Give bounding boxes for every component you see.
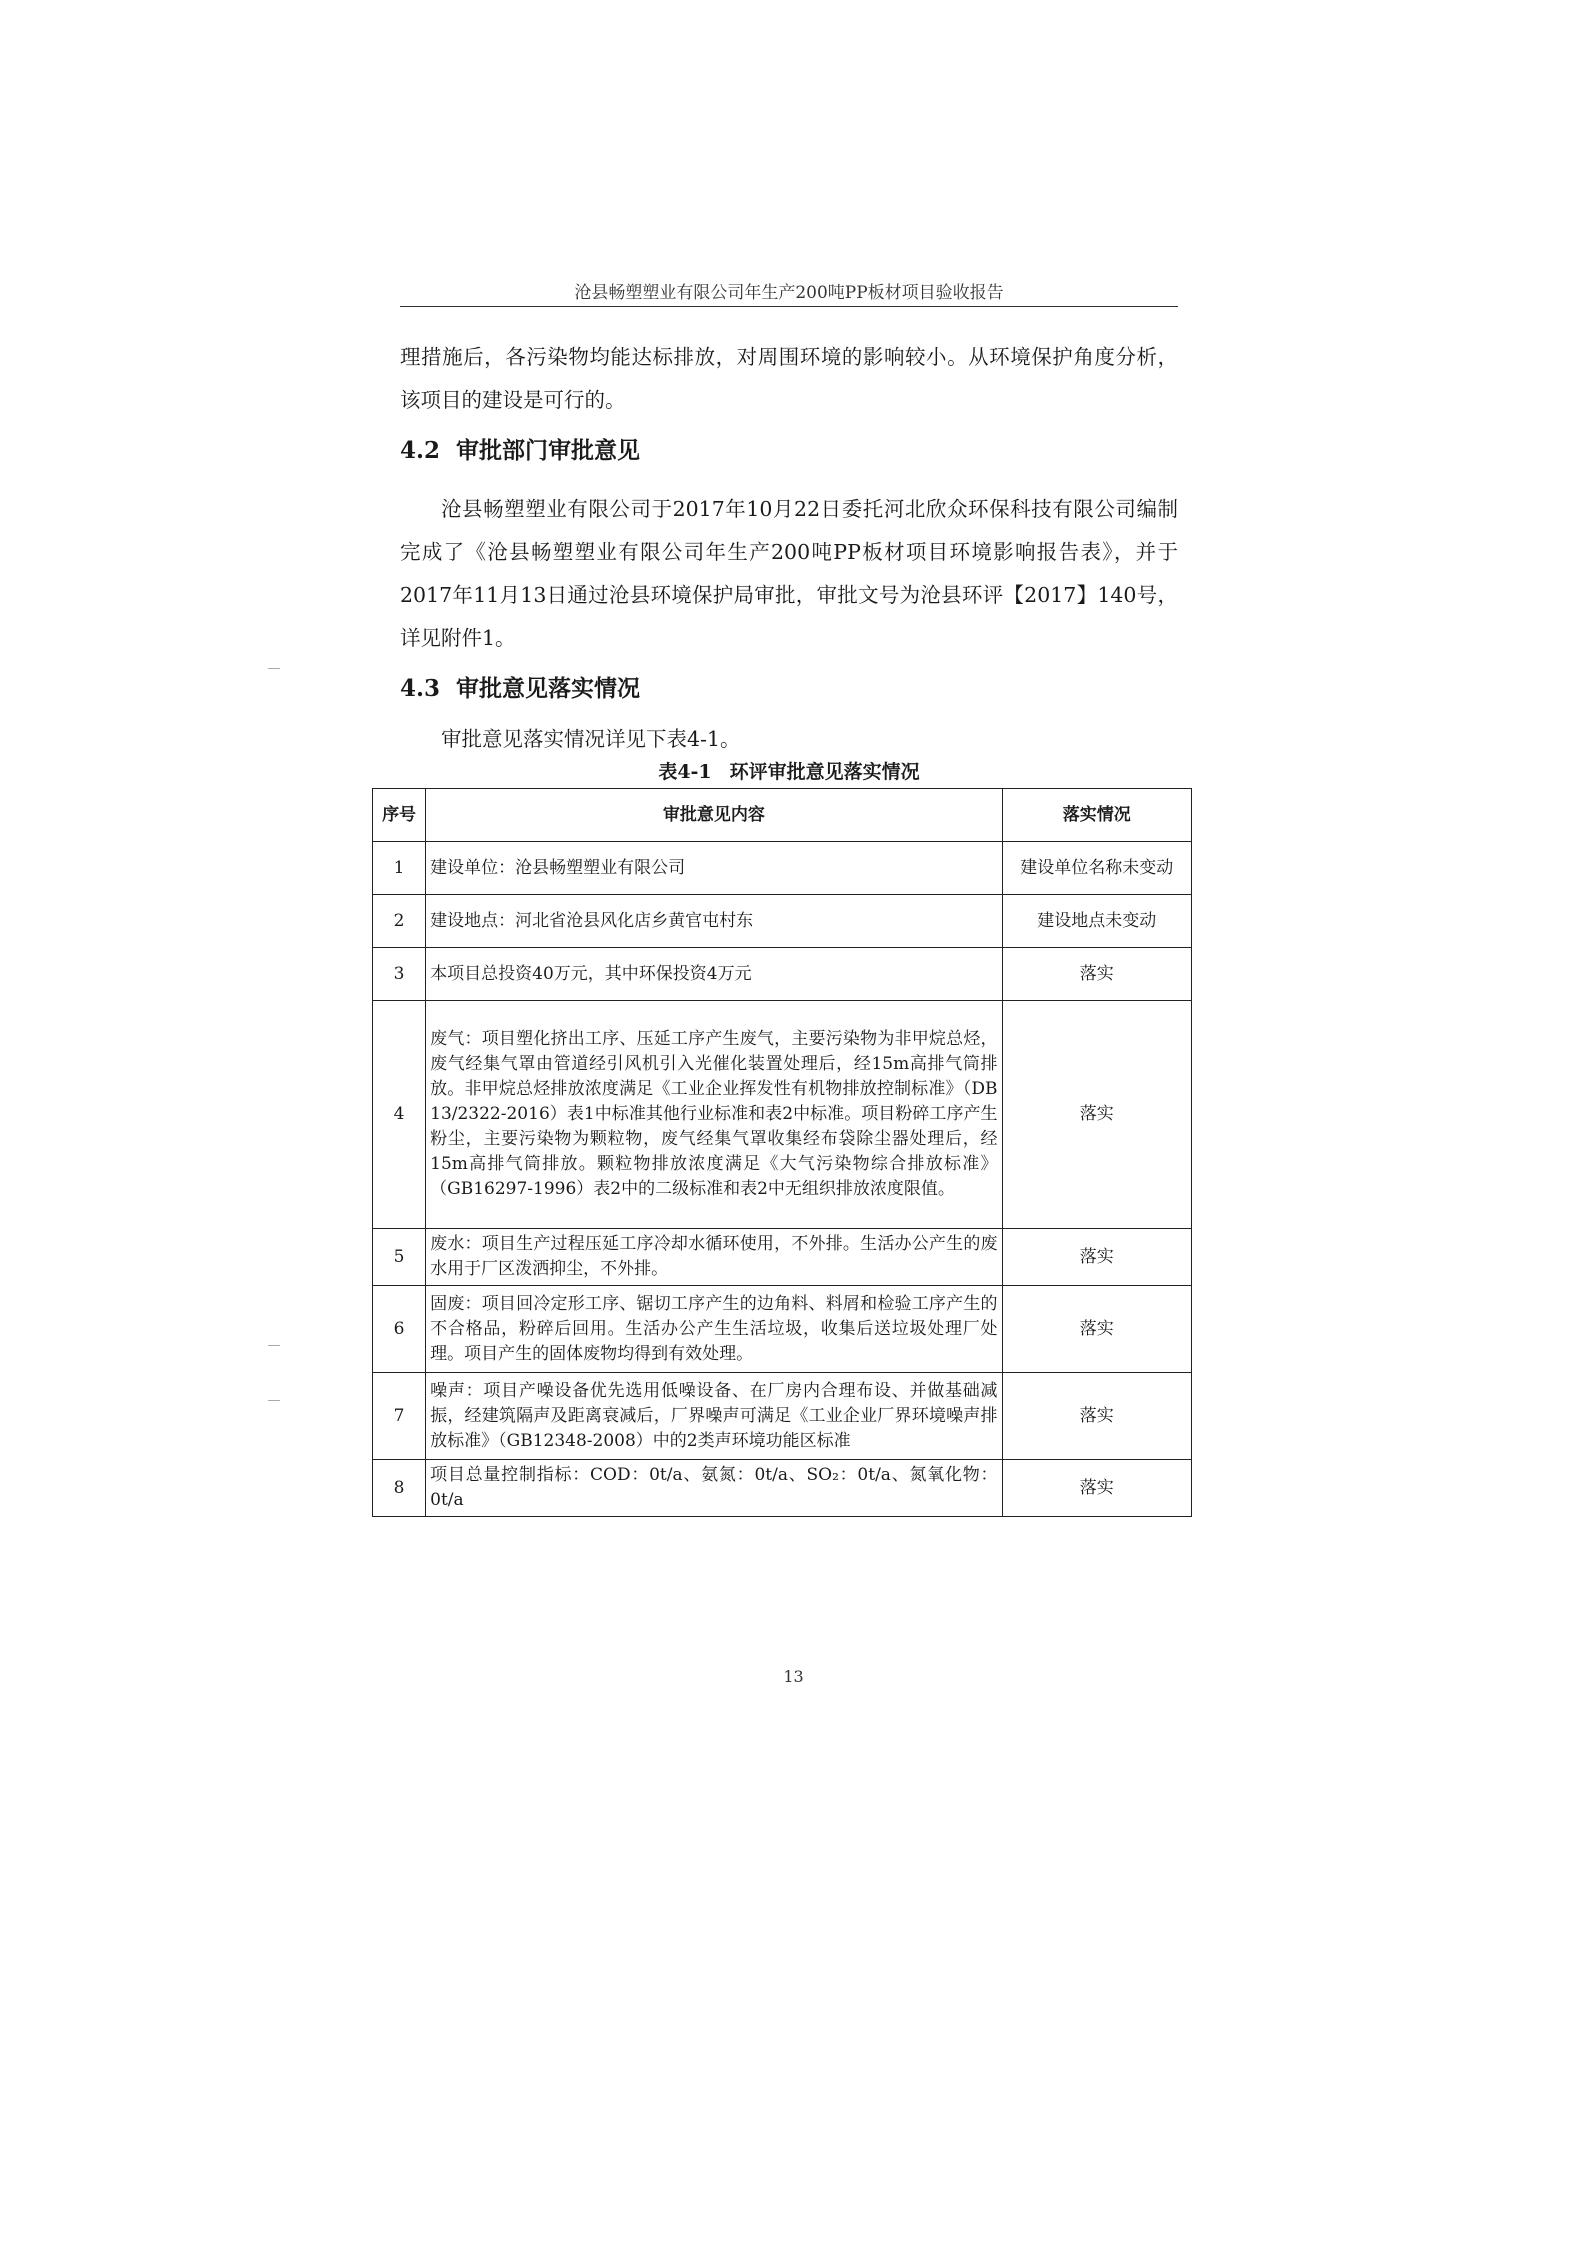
row-status: 落实 — [1002, 1460, 1191, 1517]
scan-margin-mark — [268, 1400, 280, 1401]
row-number: 2 — [373, 895, 426, 948]
header-implementation-status: 落实情况 — [1002, 789, 1191, 842]
row-content: 噪声：项目产噪设备优先选用低噪设备、在厂房内合理布设、并做基础减振，经建筑隔声及距离衰减后，厂界噪声可满足《工业企业厂界环境噪声排放标准》（GB12348-2008）中的2类声环境功能区标准 — [426, 1373, 1002, 1460]
section-4-2-number: 4.2 — [400, 437, 441, 464]
row-number: 6 — [373, 1286, 426, 1373]
table-row — [373, 1286, 1192, 1373]
row-status: 建设地点未变动 — [1002, 895, 1191, 948]
row-status: 落实 — [1002, 1229, 1191, 1286]
table-caption-title: 环评审批意见落实情况 — [729, 761, 920, 783]
row-status: 落实 — [1002, 948, 1191, 1001]
table-row — [373, 895, 1192, 948]
row-status: 落实 — [1002, 1001, 1191, 1229]
table-row — [373, 842, 1192, 895]
table-row — [373, 1373, 1192, 1460]
section-4-2-title: 审批部门审批意见 — [456, 437, 641, 464]
table-header-row — [373, 789, 1192, 842]
table-row — [373, 1001, 1192, 1229]
header-serial-number: 序号 — [373, 789, 426, 842]
section-4-2-paragraph: 沧县畅塑塑业有限公司于2017年10月22日委托河北欣众环保科技有限公司编制完成了《沧县畅塑塑业有限公司年生产200吨PP板材项目环境影响报告表》，并于2017年11月13日通过沧县环境保护局审批，审批文号为沧县环评【2017】140号，详见附件1。 — [400, 497, 1178, 650]
row-content: 废气：项目塑化挤出工序、压延工序产生废气，主要污染物为非甲烷总烃，废气经集气罩由管道经引风机引入光催化装置处理后，经15m高排气筒排放。非甲烷总烃排放浓度满足《工业企业挥发性有机物排放控制标准》（DB 13/2322-2016）表1中标准其他行业标准和表2中标准。项目粉碎工序产生粉尘，主要污染物为颗粒物，废气经集气罩收集经布袋除尘器处理后，经15m高排气筒排放。颗粒物排放浓度满足《大气污染物综合排放标准》（GB16297-1996）表2中的二级标准和表2中无组织排放浓度限值。 — [426, 1001, 1002, 1229]
page-number: 13 — [783, 1667, 804, 1686]
row-content: 固废：项目回冷定形工序、锯切工序产生的边角料、料屑和检验工序产生的不合格品，粉碎后回用。生活办公产生生活垃圾，收集后送垃圾处理厂处理。项目产生的固体废物均得到有效处理。 — [426, 1286, 1002, 1373]
header-opinion-content: 审批意见内容 — [426, 789, 1002, 842]
intro-paragraph: 理措施后，各污染物均能达标排放，对周围环境的影响较小。从环境保护角度分析，该项目的建设是可行的。 — [400, 345, 1178, 412]
row-content: 本项目总投资40万元，其中环保投资4万元 — [426, 948, 1002, 1001]
row-number: 5 — [373, 1229, 426, 1286]
scan-margin-mark — [268, 1345, 280, 1346]
row-status: 建设单位名称未变动 — [1002, 842, 1191, 895]
row-status: 落实 — [1002, 1286, 1191, 1373]
row-content: 建设单位：沧县畅塑塑业有限公司 — [426, 842, 1002, 895]
table-row — [373, 948, 1192, 1001]
row-number: 4 — [373, 1001, 426, 1229]
row-content: 建设地点：河北省沧县风化店乡黄官屯村东 — [426, 895, 1002, 948]
row-content: 项目总量控制指标：COD：0t/a、氨氮：0t/a、SO₂：0t/a、氮氧化物：0t/a — [426, 1460, 1002, 1517]
table-caption-number: 表4-1 — [658, 761, 712, 783]
report-header-title: 沧县畅塑塑业有限公司年生产200吨PP板材项目验收报告 — [574, 283, 1004, 303]
section-4-3-title: 审批意见落实情况 — [456, 675, 641, 702]
approval-opinions-table — [372, 788, 1192, 1517]
section-4-3-number: 4.3 — [400, 675, 441, 702]
table-row — [373, 1229, 1192, 1286]
scan-margin-mark — [268, 668, 280, 669]
header-divider — [400, 306, 1178, 307]
section-4-2-heading — [400, 432, 640, 465]
row-number: 1 — [373, 842, 426, 895]
table-caption — [400, 757, 1178, 784]
table-row — [373, 1460, 1192, 1517]
row-number: 3 — [373, 948, 426, 1001]
row-number: 7 — [373, 1373, 426, 1460]
section-4-3-heading — [400, 670, 640, 703]
section-4-3-paragraph: 审批意见落实情况详见下表4-1。 — [441, 727, 741, 751]
row-content: 废水：项目生产过程压延工序冷却水循环使用，不外排。生活办公产生的废水用于厂区泼洒抑尘，不外排。 — [426, 1229, 1002, 1286]
row-number: 8 — [373, 1460, 426, 1517]
row-status: 落实 — [1002, 1373, 1191, 1460]
